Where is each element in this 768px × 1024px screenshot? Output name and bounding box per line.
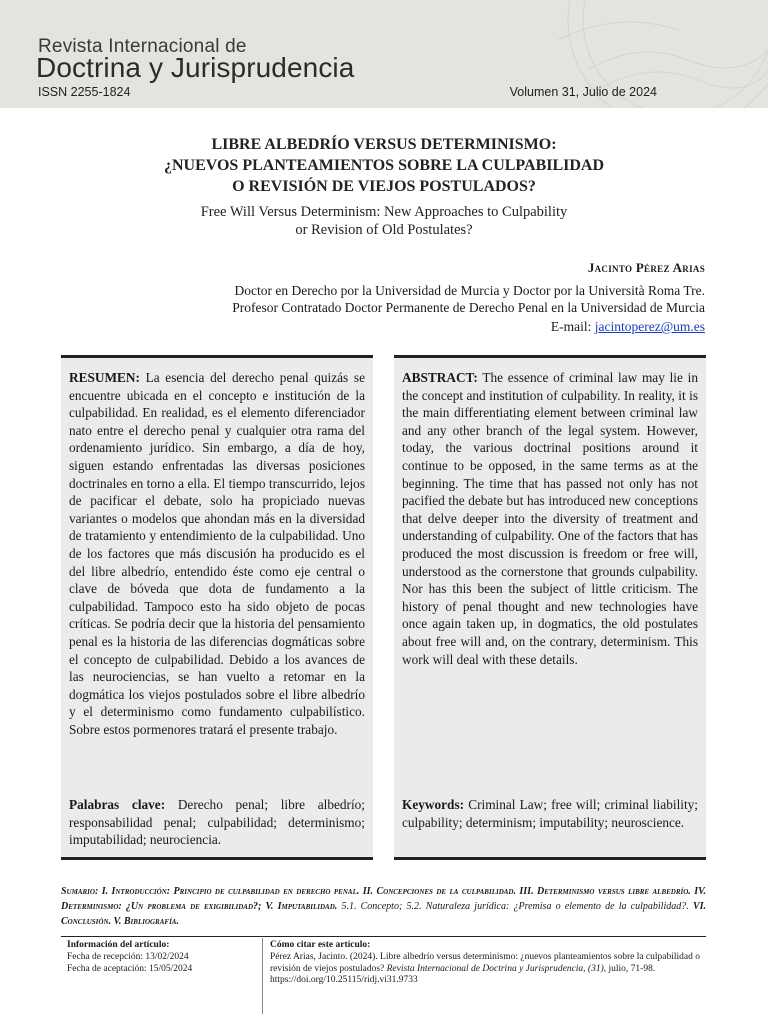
footer-divider (61, 936, 706, 937)
palabras-clave (69, 796, 365, 849)
footer-column-divider (262, 938, 263, 1014)
author-email-line (551, 319, 705, 335)
keywords (402, 796, 698, 831)
journal-name-line2: Doctrina y Jurisprudencia (36, 52, 355, 83)
issn: ISSN 2255-1824 (38, 85, 131, 99)
keywords-label: Keywords: (402, 797, 465, 812)
title-line: ¿NUEVOS PLANTEAMIENTOS SOBRE LA CULPABILIDAD (163, 157, 605, 174)
article-subtitle (60, 203, 708, 239)
email-label: E-mail: (550, 319, 595, 334)
keywords-body: Criminal Law; free will; criminal liability; culpability; determinism; imputability; neuroscience. (402, 797, 698, 830)
info-title: Información del artículo: (67, 940, 170, 950)
resumen-box (61, 355, 373, 860)
resumen-label: RESUMEN: (69, 370, 140, 385)
author-affiliation-2: Profesor Contratado Doctor Permanente de Derecho Penal en la Universidad de Murcia (232, 300, 705, 315)
resumen-body: La esencia del derecho penal quizás se encuentre ubicada en el concepto e institución de la culpabilidad. En realidad, es el elemento diferenciador nato entre el derecho penal y cualquier otra rama del ordenamiento jurídico. Sin embargo, a día de hoy, siguen estando enfrentadas las diversas posiciones doctrinales en torno a ella. El tiempo transcurrido, lejos de pacificar el debate, solo ha propiciado nuevas variantes o modelos que ahondan más en la diversidad de tratamiento y entendimiento de la culpabilidad. Uno de los factores que más discusión ha producido es el del libre albedrío, entendido éste como eje central o clave de bóveda que dota de fundamento a la culpabilidad. Tampoco esto ha sido objeto de pocas críticas. Se podría decir que la historia del pensamiento penal es la historia de las diferencias dogmáticas sobre el concepto de culpabilidad. Debido a los avances de las neurociencias, se han vuelto a retomar en la dogmática los viejos postulados sobre el libre albedrío y el determinismo como fundamento culpabilístico. Sobre estos pormenores tratará el presente trabajo. (69, 370, 365, 737)
sumario-part3: VI. Conclusión. V. Bibliografía. (61, 901, 706, 927)
journal-name-line1: Revista Internacional de (38, 36, 247, 57)
resumen-text (69, 369, 365, 738)
abstract-body: The essence of criminal law may lie in the concept and institution of culpability. In reality, it is the main differentiating element between criminal law and any other branch of the legal system. However, today, the various doctrinal positions around it continue to be opposed, in the same terms as at the beginning. The time that has passed not only has not pacified the debate but has introduced new conceptions that delve deeper into the diversity of treatment and understanding of culpability. One of the factors that has produced the most discussion is freedom or free will, understood as the cornerstone that grounds culpability. Nor has this been the subject of little criticism. The history of penal thought and new technologies have once again taken up, in dogmatics, the old postulates about free will and, on the contrary, determinism. This work will deal with these details. (402, 370, 698, 667)
accepted-date: Fecha de aceptación: 15/05/2024 (67, 963, 193, 974)
article-title (60, 134, 708, 197)
article-info (67, 940, 192, 975)
cite-title: Cómo citar este artículo: (270, 940, 371, 950)
palabras-clave-label: Palabras clave: (69, 797, 166, 812)
table-of-contents (61, 884, 706, 929)
journal-header (0, 0, 768, 108)
sumario-part2: 5.1. Concepto; 5.2. Naturaleza jurídica: ¿Premisa o elemento de la culpabilidad?. (337, 901, 693, 912)
title-line: LIBRE ALBEDRÍO VERSUS DETERMINISMO: (211, 136, 557, 153)
abstract-label: ABSTRACT: (402, 370, 478, 385)
subtitle-line: Free Will Versus Determinism: New Approaches to Culpability (200, 204, 568, 220)
title-line: O REVISIÓN DE VIEJOS POSTULADOS? (232, 178, 536, 195)
subtitle-line: or Revision of Old Postulates? (295, 222, 473, 238)
abstract-box (394, 355, 706, 860)
abstract-text (402, 369, 698, 668)
cite-part2: julio, 71-98. https://doi.org/10.25115/ridj.vi31.9733 (270, 963, 656, 986)
cite-journal: Revista Internacional de Doctrina y Jurisprudencia, (31), (386, 963, 607, 974)
received-date: Fecha de recepción: 13/02/2024 (67, 951, 189, 962)
sumario-part1: Sumario: I. Introducción: Principio de culpabilidad en derecho penal. II. Concepciones de la culpabilidad. III. Determinismo versus libre albedrío. IV. Determinismo: ¿Un problema de exigibilidad?; V. Imputabilidad. (61, 886, 706, 912)
palabras-clave-body: Derecho penal; libre albedrío; responsabilidad penal; culpabilidad; determinismo; imputabilidad; neurociencia. (69, 797, 365, 848)
email-link[interactable]: jacintoperez@um.es (594, 319, 705, 334)
volume-date: Volumen 31, Julio de 2024 (509, 85, 657, 99)
author-affiliation-1: Doctor en Derecho por la Universidad de Murcia y Doctor por la Università Roma Tre. (234, 283, 705, 298)
cite-body (270, 952, 706, 987)
citation (270, 940, 706, 987)
author-name: Jacinto Pérez Arias (587, 260, 705, 275)
cite-part1: Pérez Arias, Jacinto. (2024). Libre albedrío versus determinismo: ¿nuevos planteamientos sobre la culpabilidad o revisión de viejos postulados? (270, 951, 701, 974)
